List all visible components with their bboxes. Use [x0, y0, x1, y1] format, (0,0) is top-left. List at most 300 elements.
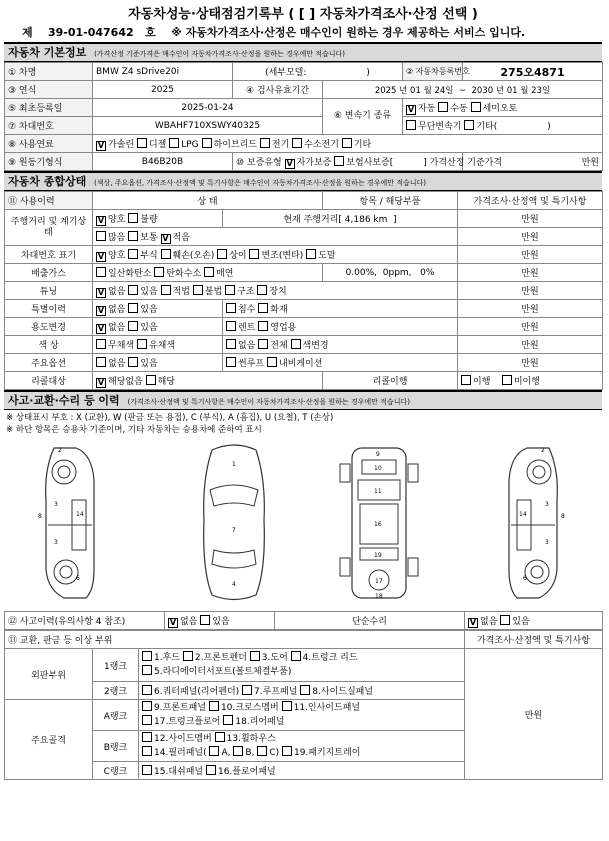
tuning-illegal-checkbox[interactable]: [193, 285, 203, 295]
accident-note: (가격조사·산정액 및 특기사항은 매수인이 자동차가격조사·산정을 원하는 경우에만 적습니다): [127, 398, 410, 406]
current-mileage-value: 4,186 km: [344, 215, 388, 225]
repair-exists-label: 있음: [512, 616, 530, 627]
overall-state-header: [4, 171, 602, 191]
part-11-label: 11.인사이드패널: [293, 703, 361, 713]
tuning-none-checkbox[interactable]: V: [97, 287, 105, 297]
accident-none-label: 없음: [180, 616, 198, 627]
mileage-many-checkbox[interactable]: [96, 231, 106, 241]
part-10-label: 10.크로스멤버: [220, 703, 279, 713]
trans-semi-label: 세미오토: [482, 103, 518, 114]
part-13-label: 13.휠하우스: [226, 734, 276, 744]
options-exists-label: 있음: [140, 359, 158, 369]
fuel-lpg-checkbox[interactable]: [169, 138, 179, 148]
part-8-label: 8.사이드실패널: [312, 687, 374, 697]
fuel-hydrogen-checkbox[interactable]: [292, 138, 302, 148]
part-5-checkbox[interactable]: [142, 665, 152, 675]
svg-text:10: 10: [374, 465, 382, 472]
color-detail: [223, 336, 458, 354]
tuning-structure-label: 구조: [237, 286, 255, 297]
svg-text:11: 11: [374, 488, 382, 495]
part-15-label: 15.대쉬패널: [154, 767, 204, 777]
smoke-value: 0%: [420, 267, 435, 278]
car-name: BMW Z4 sDrive20i: [93, 63, 233, 81]
service-notice: ※ 자동차가격조사·산정은 매수인이 원하는 경우 제공하는 서비스 입니다.: [171, 26, 526, 39]
vin-damage-checkbox[interactable]: [161, 249, 171, 259]
purpose-price-unit: 만원: [458, 318, 603, 336]
accident-history-label: ⑫ 사고이력(유의사항 4 참조): [5, 612, 165, 630]
mileage-state-1: [93, 210, 223, 228]
purpose-state: [93, 318, 223, 336]
recall-yes-label: 해당: [157, 376, 176, 387]
svg-text:7: 7: [232, 527, 236, 534]
rankB-label: B랭크: [93, 731, 139, 762]
rank2-parts: [139, 682, 465, 700]
vin-diff-checkbox[interactable]: [217, 249, 227, 259]
svg-text:3: 3: [54, 539, 58, 546]
fire-label: 화재: [270, 305, 288, 315]
color-none-label: 없음: [238, 341, 256, 351]
emission-co-label: 일산화탄소: [108, 269, 152, 279]
flood-label: 침수: [238, 305, 256, 315]
vin-damage-label: 훼손(오손): [172, 250, 215, 261]
part-14-label: 14.필러패널(: [154, 748, 207, 758]
trans-auto-label: 자동: [418, 103, 436, 114]
purpose-none-label: 없음: [108, 322, 126, 333]
fuel-diesel-label: 디젤: [148, 139, 167, 150]
fuel-hybrid-checkbox[interactable]: [202, 138, 212, 148]
warranty-self-label: 자가보증: [296, 157, 332, 168]
basic-info-title: 자동차 기본정보: [8, 46, 87, 59]
part-18-checkbox[interactable]: [223, 715, 233, 725]
emission-values: [323, 264, 458, 282]
trans-other-close: ): [547, 122, 551, 132]
part-1-checkbox[interactable]: [142, 651, 152, 661]
base-price-unit: 만원: [463, 153, 603, 171]
engine-label: ⑨ 원동기형식: [5, 153, 93, 171]
svg-text:8: 8: [38, 513, 42, 520]
color-none-checkbox[interactable]: [226, 339, 236, 349]
outer-label: 외판부위: [5, 649, 93, 700]
tuning-exists-checkbox[interactable]: [128, 285, 138, 295]
inspection-record-page: [4, 4, 602, 780]
part-14a-checkbox[interactable]: [209, 746, 219, 756]
accident-header: [4, 390, 602, 410]
reg-no: 275오4871: [463, 63, 603, 81]
special-price-unit: 만원: [458, 300, 603, 318]
trans-manual-label: 수동: [450, 103, 468, 114]
vin-corrosion-label: 부식: [140, 250, 158, 261]
validity-period: [323, 81, 603, 99]
svg-text:18: 18: [375, 593, 383, 600]
recall-yes-checkbox[interactable]: [146, 375, 156, 385]
color-full-checkbox[interactable]: [258, 339, 268, 349]
color-full-label: 전체: [270, 341, 288, 351]
mileage-bad-checkbox[interactable]: [128, 213, 138, 223]
no-label: 제: [22, 26, 33, 39]
tuning-structure-checkbox[interactable]: [225, 285, 235, 295]
car-diagram: [4, 436, 602, 611]
trans-other-label: 기타(: [476, 122, 498, 132]
part-10-checkbox[interactable]: [209, 701, 219, 711]
navigation-checkbox[interactable]: [267, 357, 277, 367]
tuning-label: 튜닝: [5, 282, 93, 300]
mileage-state-2: [93, 228, 458, 246]
part-19-label: 19.패키지트레이: [293, 748, 361, 758]
svg-text:8: 8: [561, 513, 565, 520]
trans-auto-checkbox[interactable]: V: [407, 104, 415, 114]
svg-text:3: 3: [545, 501, 549, 508]
car-name-label: ① 차명: [5, 63, 93, 81]
hc-value: 0ppm,: [382, 267, 412, 278]
frame-label: 주요골격: [5, 700, 93, 780]
part-17-checkbox[interactable]: [142, 715, 152, 725]
special-none-label: 없음: [108, 304, 126, 315]
achromatic-checkbox[interactable]: [96, 339, 106, 349]
flood-checkbox[interactable]: [226, 303, 236, 313]
vin-altered-label: 변조(변타): [261, 250, 304, 261]
legend-line-2: ※ 하단 항목은 승용차 기준이며, 기타 자동차는 승용차에 준하여 표시: [6, 425, 262, 435]
tuning-legal-label: 적법: [172, 286, 190, 297]
part-14b-label: B,: [245, 748, 255, 758]
co-value: 0.00%,: [345, 267, 378, 278]
emission-smoke-label: 매연: [216, 269, 234, 279]
mileage2-price-unit: 만원: [458, 228, 603, 246]
special-exists-label: 있음: [140, 304, 158, 315]
warranty-close: ]: [423, 157, 427, 168]
part-11-checkbox[interactable]: [282, 701, 292, 711]
tuning-exists-label: 있음: [140, 286, 158, 297]
warranty-self-checkbox[interactable]: V: [286, 158, 293, 168]
part-7-checkbox[interactable]: [242, 685, 252, 695]
detail-model-close: ): [366, 68, 370, 78]
warranty-label: ⑩ 보증유형: [236, 157, 282, 168]
special-exists-checkbox[interactable]: [128, 303, 138, 313]
recall-label: 리콜대상: [5, 372, 93, 390]
basic-info-header: [4, 42, 602, 62]
trans-semi-checkbox[interactable]: [471, 102, 481, 112]
fuel-label: ⑧ 사용연료: [5, 135, 93, 153]
vin-diff-label: 상이: [229, 250, 247, 261]
warranty-insurer-label: 보험사보증[: [346, 157, 394, 168]
part-16-label: 16.플로어패널: [217, 767, 276, 777]
options-state: [93, 354, 223, 372]
part-2-checkbox[interactable]: [183, 651, 193, 661]
part-6-label: 6.쿼터패널(리어펜더): [154, 687, 240, 697]
mileage-normal-label: 보통: [140, 232, 158, 243]
part-4-label: 4.트렁크 리드: [302, 653, 358, 663]
rankB-parts: [139, 731, 465, 762]
color-state: [93, 336, 223, 354]
mileage-price-unit: 만원: [458, 210, 603, 228]
tuning-none-label: 없음: [108, 286, 126, 297]
vin-mark-label: 차대번호 표기: [5, 246, 93, 264]
validity-from: 2025 년 01 월 24일: [374, 85, 454, 96]
chromatic-checkbox[interactable]: [137, 339, 147, 349]
part-4-checkbox[interactable]: [291, 651, 301, 661]
rankA-label: A랭크: [93, 700, 139, 731]
recall-done-label: 리콜이행: [323, 372, 458, 390]
svg-text:14: 14: [519, 511, 527, 518]
car-frame-diagram: [334, 440, 424, 605]
state-col-header: 상 태: [93, 192, 323, 210]
document-title: 자동차성능·상태점검기록부 ( [ ] 자동차가격조사·산정 선택 ): [128, 7, 478, 22]
warranty-insurer-checkbox[interactable]: [334, 156, 344, 166]
part-3-label: 3.도어: [261, 653, 288, 663]
validity-to: 2030 년 01 월 23일: [471, 85, 551, 96]
part-14c-label: C): [269, 748, 280, 758]
svg-text:9: 9: [376, 451, 380, 458]
emission-smoke-checkbox[interactable]: [204, 267, 214, 277]
validity-sep: ~: [458, 85, 467, 96]
part-8-checkbox[interactable]: [300, 685, 310, 695]
rent-label: 렌트: [238, 323, 256, 333]
recall-state: [93, 372, 323, 390]
svg-text:2: 2: [58, 447, 62, 454]
svg-text:3: 3: [54, 501, 58, 508]
mileage-normal-checkbox[interactable]: [128, 231, 138, 241]
first-reg-label: ⑤ 최초등록일: [5, 99, 93, 117]
fuel-gasoline-label: 가솔린: [108, 139, 135, 150]
fuel-options: [93, 135, 603, 153]
recall-done-text: 이행: [473, 377, 491, 387]
part-6-checkbox[interactable]: [142, 685, 152, 695]
simple-repair-label: 단순수리: [275, 612, 465, 630]
vin-corrosion-checkbox[interactable]: [128, 249, 138, 259]
options-detail: [223, 354, 458, 372]
overall-state-table: [4, 191, 603, 390]
year-value: 2025: [93, 81, 233, 99]
transmission-options-1: [403, 99, 603, 117]
special-state: [93, 300, 223, 318]
fuel-electric-checkbox[interactable]: [260, 138, 270, 148]
mileage-few-label: 적음: [172, 232, 190, 243]
current-mileage-field: [223, 210, 458, 228]
emission-hc-checkbox[interactable]: [154, 267, 164, 277]
legend-line-1: ※ 상태표시 부호 : X (교환), W (판금 또는 용접), C (부식), A (흠집), U (요철), T (손상): [6, 413, 334, 423]
mileage-label: 주행거리 및 계기상태: [5, 210, 93, 246]
item-col-header: 항목 / 해당부품: [323, 192, 458, 210]
basic-info-table: [4, 62, 603, 171]
detail-model-label: (세부모델:: [265, 68, 307, 78]
first-reg-value: 2025-01-24: [93, 99, 323, 117]
vin-removed-checkbox[interactable]: [306, 249, 316, 259]
rank1-label: 1랭크: [93, 649, 139, 682]
trans-manual-checkbox[interactable]: [438, 102, 448, 112]
fuel-gasoline-checkbox[interactable]: V: [97, 140, 105, 150]
svg-text:6: 6: [76, 575, 80, 582]
document-subtitle: [4, 24, 602, 42]
color-label: 색 상: [5, 336, 93, 354]
engine-value: B46B20B: [93, 153, 233, 171]
reg-no-label: ② 자동차등록번호: [403, 63, 463, 81]
ho-label: 호: [145, 26, 156, 39]
repair-none-label: 없음: [480, 616, 498, 627]
accident-history-state: [165, 612, 275, 630]
business-checkbox[interactable]: [258, 321, 268, 331]
mileage-few-checkbox[interactable]: V: [162, 233, 169, 243]
overall-state-title: 자동차 종합상태: [8, 175, 87, 188]
repair-exists-checkbox[interactable]: [500, 615, 510, 625]
car-right-side-diagram: [489, 440, 579, 605]
trans-cvt-label: 무단변속기: [418, 122, 462, 132]
part-19-checkbox[interactable]: [282, 746, 292, 756]
fuel-diesel-checkbox[interactable]: [137, 138, 147, 148]
transmission-options-2: [403, 117, 603, 135]
svg-text:19: 19: [374, 552, 382, 559]
special-detail: [223, 300, 458, 318]
tuning-state: [93, 282, 458, 300]
emission-price-unit: 만원: [458, 264, 603, 282]
rent-checkbox[interactable]: [226, 321, 236, 331]
emission-co-checkbox[interactable]: [96, 267, 106, 277]
special-label: 특별이력: [5, 300, 93, 318]
warranty-options: [233, 153, 503, 171]
color-price-unit: 만원: [458, 336, 603, 354]
car-top-diagram: [194, 440, 274, 605]
svg-text:17: 17: [375, 578, 383, 585]
part-15-checkbox[interactable]: [142, 765, 152, 775]
part-14-checkbox[interactable]: [142, 746, 152, 756]
vin-good-checkbox[interactable]: V: [97, 251, 105, 261]
part-17-label: 17.트렁크플로어: [154, 717, 221, 727]
part-14b-checkbox[interactable]: [233, 746, 243, 756]
mileage-good-label: 양호: [108, 214, 126, 225]
svg-text:2: 2: [541, 447, 545, 454]
svg-text:6: 6: [523, 575, 527, 582]
rankC-label: C랭크: [93, 762, 139, 780]
recall-done-state: [458, 372, 603, 390]
svg-text:1: 1: [232, 461, 236, 468]
fuel-lpg-label: LPG: [181, 139, 199, 150]
rank1-parts: [139, 649, 465, 682]
vin-removed-label: 도말: [318, 250, 336, 261]
part-7-label: 7.루프패널: [254, 687, 298, 697]
vin-good-label: 양호: [108, 250, 126, 261]
fuel-other-checkbox[interactable]: [342, 138, 352, 148]
part-5-label: 5.라디에이터서포트(볼트체결부품): [154, 667, 292, 677]
part-9-checkbox[interactable]: [142, 701, 152, 711]
svg-text:3: 3: [545, 539, 549, 546]
business-label: 영업용: [270, 323, 297, 333]
color-change-label: 색변경: [302, 341, 329, 351]
special-none-checkbox[interactable]: V: [97, 305, 105, 315]
purpose-exists-label: 있음: [140, 322, 158, 333]
tuning-device-checkbox[interactable]: [257, 285, 267, 295]
record-number: 39-01-047642: [47, 26, 134, 39]
svg-text:4: 4: [232, 581, 236, 588]
vin-price-unit: 만원: [458, 246, 603, 264]
current-mileage-close: ]: [393, 215, 397, 225]
usage-col-header: ⑪ 사용이력: [5, 192, 93, 210]
color-change-checkbox[interactable]: [291, 339, 301, 349]
parts-table: [4, 630, 603, 780]
emission-hc-label: 탄화수소: [166, 269, 202, 279]
overall-state-note: (색상, 주요옵션, 가격조사·산정액 및 특기사항은 매수인이 자동차가격조사·산정을 원하는 경우에만 적습니다): [94, 179, 426, 187]
tuning-illegal-label: 불법: [204, 286, 223, 297]
simple-repair-state: [465, 612, 603, 630]
fuel-hydrogen-label: 수소전기: [304, 139, 339, 150]
accident-none-checkbox[interactable]: V: [169, 617, 177, 627]
purpose-detail: [223, 318, 458, 336]
options-price-unit: 만원: [458, 354, 603, 372]
parts-price-unit: 만원: [465, 649, 603, 780]
sunroof-label: 썬루프: [238, 359, 265, 369]
accident-legend: [4, 410, 602, 436]
vin-value: WBAHF710XSWY40325: [93, 117, 323, 135]
purpose-exists-checkbox[interactable]: [128, 321, 138, 331]
recall-not-done-checkbox[interactable]: [502, 375, 512, 385]
part-9-label: 9.프론트패널: [154, 703, 207, 713]
recall-not-done-text: 미이행: [513, 377, 540, 387]
fuel-hybrid-label: 하이브리드: [213, 139, 258, 150]
svg-text:14: 14: [76, 511, 84, 518]
part-2-label: 2.프론트펜더: [194, 653, 247, 663]
current-mileage-label: 현재 주행거리[: [283, 215, 342, 225]
fuel-electric-label: 전기: [271, 139, 290, 150]
mileage-good-checkbox[interactable]: V: [97, 215, 105, 225]
tuning-device-label: 장치: [269, 286, 287, 297]
part-1-label: 1.후드: [154, 653, 180, 663]
options-exists-checkbox[interactable]: [128, 357, 138, 367]
accident-exists-label: 있음: [212, 616, 230, 627]
fire-checkbox[interactable]: [258, 303, 268, 313]
part-3-checkbox[interactable]: [250, 651, 260, 661]
svg-text:16: 16: [374, 521, 382, 528]
vin-altered-checkbox[interactable]: [249, 249, 259, 259]
achromatic-label: 무채색: [108, 341, 135, 351]
part-16-checkbox[interactable]: [206, 765, 216, 775]
part-12-checkbox[interactable]: [142, 732, 152, 742]
part-14c-checkbox[interactable]: [257, 746, 267, 756]
part-13-checkbox[interactable]: [215, 732, 225, 742]
year-label: ③ 연식: [5, 81, 93, 99]
accident-title: 사고·교환·수리 등 이력: [8, 394, 120, 407]
rankA-parts: [139, 700, 465, 731]
trans-other-checkbox[interactable]: [464, 120, 474, 130]
transmission-label: ⑥ 변속기 종류: [323, 99, 403, 135]
repair-none-checkbox[interactable]: V: [469, 617, 477, 627]
purpose-none-checkbox[interactable]: V: [97, 323, 105, 333]
emission-label: 배출가스: [5, 264, 93, 282]
sunroof-checkbox[interactable]: [226, 357, 236, 367]
mileage-bad-label: 불량: [140, 214, 158, 225]
price-col-header: 가격조사·산정액 및 특기사항: [458, 192, 603, 210]
parts-label: ⑬ 교환, 판금 등 이상 부위: [5, 631, 465, 649]
basic-info-note: (가격산정 기준가격은 매수인이 자동차가격조사·산정을 원하는 경우에만 적습니다): [94, 50, 346, 58]
recall-none-checkbox[interactable]: V: [97, 377, 105, 387]
parts-price-label: 가격조사·산정액 및 특기사항: [465, 631, 603, 649]
purpose-label: 용도변경: [5, 318, 93, 336]
recall-none-label: 해당없음: [108, 376, 143, 387]
rankC-parts: [139, 762, 465, 780]
detail-model-field: [233, 63, 403, 81]
validity-label: ④ 검사유효기간: [233, 81, 323, 99]
accident-exists-checkbox[interactable]: [200, 615, 210, 625]
tuning-price-unit: 만원: [458, 282, 603, 300]
tuning-legal-checkbox[interactable]: [161, 285, 171, 295]
rank2-label: 2랭크: [93, 682, 139, 700]
car-left-side-diagram: [24, 440, 114, 605]
fuel-other-label: 기타: [353, 139, 372, 150]
navigation-label: 내비게이션: [278, 359, 323, 369]
base-price-label: 가격산정 기준가격: [429, 157, 503, 168]
options-none-label: 없음: [108, 359, 126, 369]
mileage-many-label: 많음: [108, 232, 126, 243]
trans-cvt-checkbox[interactable]: [406, 120, 416, 130]
options-none-checkbox[interactable]: [96, 357, 106, 367]
recall-done-checkbox[interactable]: [461, 375, 471, 385]
options-label: 주요옵션: [5, 354, 93, 372]
